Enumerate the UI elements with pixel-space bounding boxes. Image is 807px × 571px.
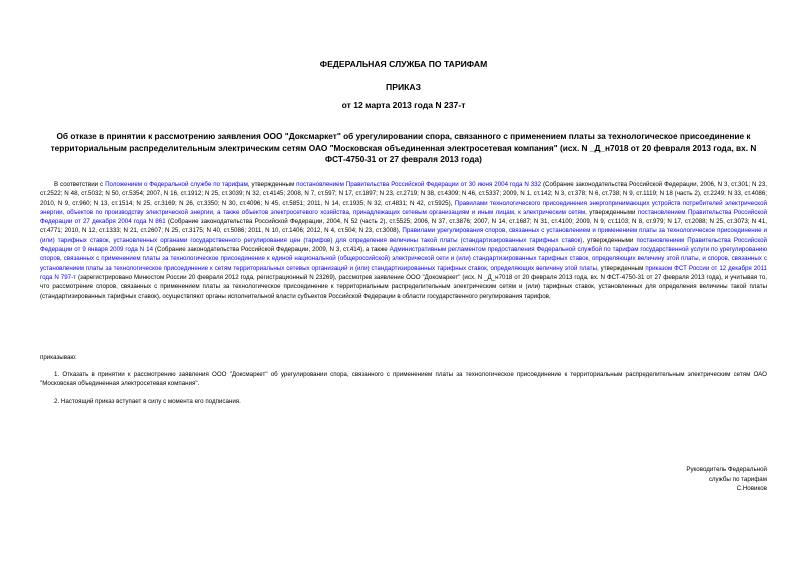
signature-line-name: С.Новиков	[736, 485, 767, 493]
preamble-link[interactable]: постановлением Правительства Российской Федерации от 9 января 2009 года N 14	[40, 236, 767, 254]
preamble-text: (Собрание законодательства Российской Федерации, 2004, N 52 (часть 2), ст.5525; 2006, N 37, ст.3876; 2007, N 14, ст.1687; N 31, ст.4100; 2009, N 9, ст.1103; N 8, ст.979; N 17, ст.2088; N 25, ст.3073; N 41, ст.4771; 2010, N 12, ст.1333; N 21, ст.2607; N 25, ст.3175; N 40, ст.5086; 2011, N 10, ст.1406; 2012, N 4, ст.504; N 23, ст.3008),	[40, 218, 768, 235]
order-heading: ПРИКАЗ	[386, 82, 421, 92]
preamble-link[interactable]: приказом ФСТ России от 12 декабря 2011 года N 797-т	[40, 264, 767, 281]
preamble-text: (Собрание законодательства Российской Федерации, 2006, N 3, ст.301; N 23, ст.2522; N 48, ст.5032; N 50, ст.5354; 2007, N 16, ст.1912; N 25, ст.3039; N 32, ст.4145; 2008, N 7, ст.597; N 17, ст.1897; N 23, ст.2719; N 38, ст.4309; N 46, ст.5337; 2009, N 1, ст.142; N 3, ст.378; N 6, ст.738; N 9, ст.1119; N 18 (часть 2), ст.2249; N 33, ст.4086; 2010, N 9, ст.960; N 13, ст.1514; N 25, ст.3169; N 26, ст.3350; N 30, ст.4096; N 45, ст.5851; 2011, N 14, ст.1935; N 32, ст.4831; N 42, ст.5925),	[40, 181, 767, 207]
preamble-text: , утвержденными	[585, 208, 638, 216]
preamble-text: , утвержденным	[247, 181, 297, 188]
preamble-paragraph	[40, 180, 767, 301]
preamble-text: (зарегистрировано Минюстом России 20 февраля 2012 года, регистрационный N 23269), рассмотрев заявление ООО "Доксмаркет" (исх. N _Д_н7018 от 20 февраля 2013 года, вх. N ФСТ-4750-31 от 27 февраля 2013 года), и учитывая то, что рассмотрение споров, связанных с применением платы за технологическое присоединение к территориальным распределительным электрическим сетям и (или) тарифных ставок, установленных для определения величины такой платы (стандартизированных тарифных ставок), осуществляют органы исполнительной власти субъектов Российской Федерации в области государственного регулирования тарифов,	[40, 273, 767, 300]
signature-line-agency: службы по тарифам	[708, 475, 767, 483]
order-date: от 12 марта 2013 года N 237-т	[341, 100, 466, 110]
preamble-link[interactable]: Административным регламентом предоставления Федеральной службой по тарифам государственной услуги по урегулированию споров, связанных с применением платы за технологическое присоединение к единой национальной (общероссийской) электрической сети и (или) стандартизированных тарифных ставок, определяющих величину этой платы, и споров, связанных с установлением платы за технологическое присоединение к сетям территориальных сетевых организаций и (или) стандартизированных тарифных ставок, определяющих величину этой платы	[40, 246, 767, 272]
agency-name: ФЕДЕРАЛЬНАЯ СЛУЖБА ПО ТАРИФАМ	[319, 59, 488, 69]
preamble-text: (Собрание законодательства Российской Федерации, 2009, N 3, ст.414), а также	[153, 246, 390, 254]
preamble-text: , утвержденными	[582, 236, 637, 244]
preamble-link[interactable]: постановлением Правительства Российской Федерации от 30 июня 2004 года N 332	[296, 181, 542, 188]
order-subject: Об отказе в принятии к рассмотрению заявления ООО "Доксмаркет" об урегулировании спора, связанного с применением платы за технологическое присоединение к территориальным распределительным электрическим сетям ОАО "Московская объединенная электросетевая компания" (исх. N _Д_н7018 от 20 февраля 2013 года, вх. N ФСТ-4750-31 от 27 февраля 2013 года)	[50, 131, 757, 164]
orders-label: приказываю:	[40, 354, 77, 361]
preamble-link[interactable]: Правилами технологического присоединения энергопринимающих устройств потребителей электрической энергии, объектов по производству электрической энергии, а также объектов электросетевого хозяйства, принадлежащих сетевым организациям и иным лицам, к электрическим сетям	[40, 199, 767, 216]
signature-block	[686, 465, 767, 494]
order-item-2: 2. Настоящий приказ вступает в силу с момента его подписания.	[54, 398, 241, 405]
preamble-text: В соответствии с	[54, 181, 106, 188]
preamble-link[interactable]: Положением о Федеральной службе по тарифам	[105, 181, 248, 188]
preamble-link[interactable]: постановлением Правительства Российской Федерации от 27 декабря 2004 года N 861	[40, 208, 768, 226]
order-item-1: 1. Отказать в принятии к рассмотрению заявления ООО "Доксмаркет" об урегулировании спора, связанного с применением платы за технологическое присоединение к территориальным распределительным электрическим сетям ОАО "Московская объединенная электросетевая компания".	[40, 371, 767, 388]
signature-line-title: Руководитель Федеральной	[686, 466, 767, 473]
preamble-text: , утвержденным	[596, 264, 646, 272]
preamble-link[interactable]: Правилами урегулирования споров, связанных с установлением и применением платы за технологическое присоединение и (или) тарифных ставок, установленных органами государственного регулирования цен (тарифов) для определения величины такой платы (стандартизированных тарифных ставок)	[40, 227, 768, 244]
